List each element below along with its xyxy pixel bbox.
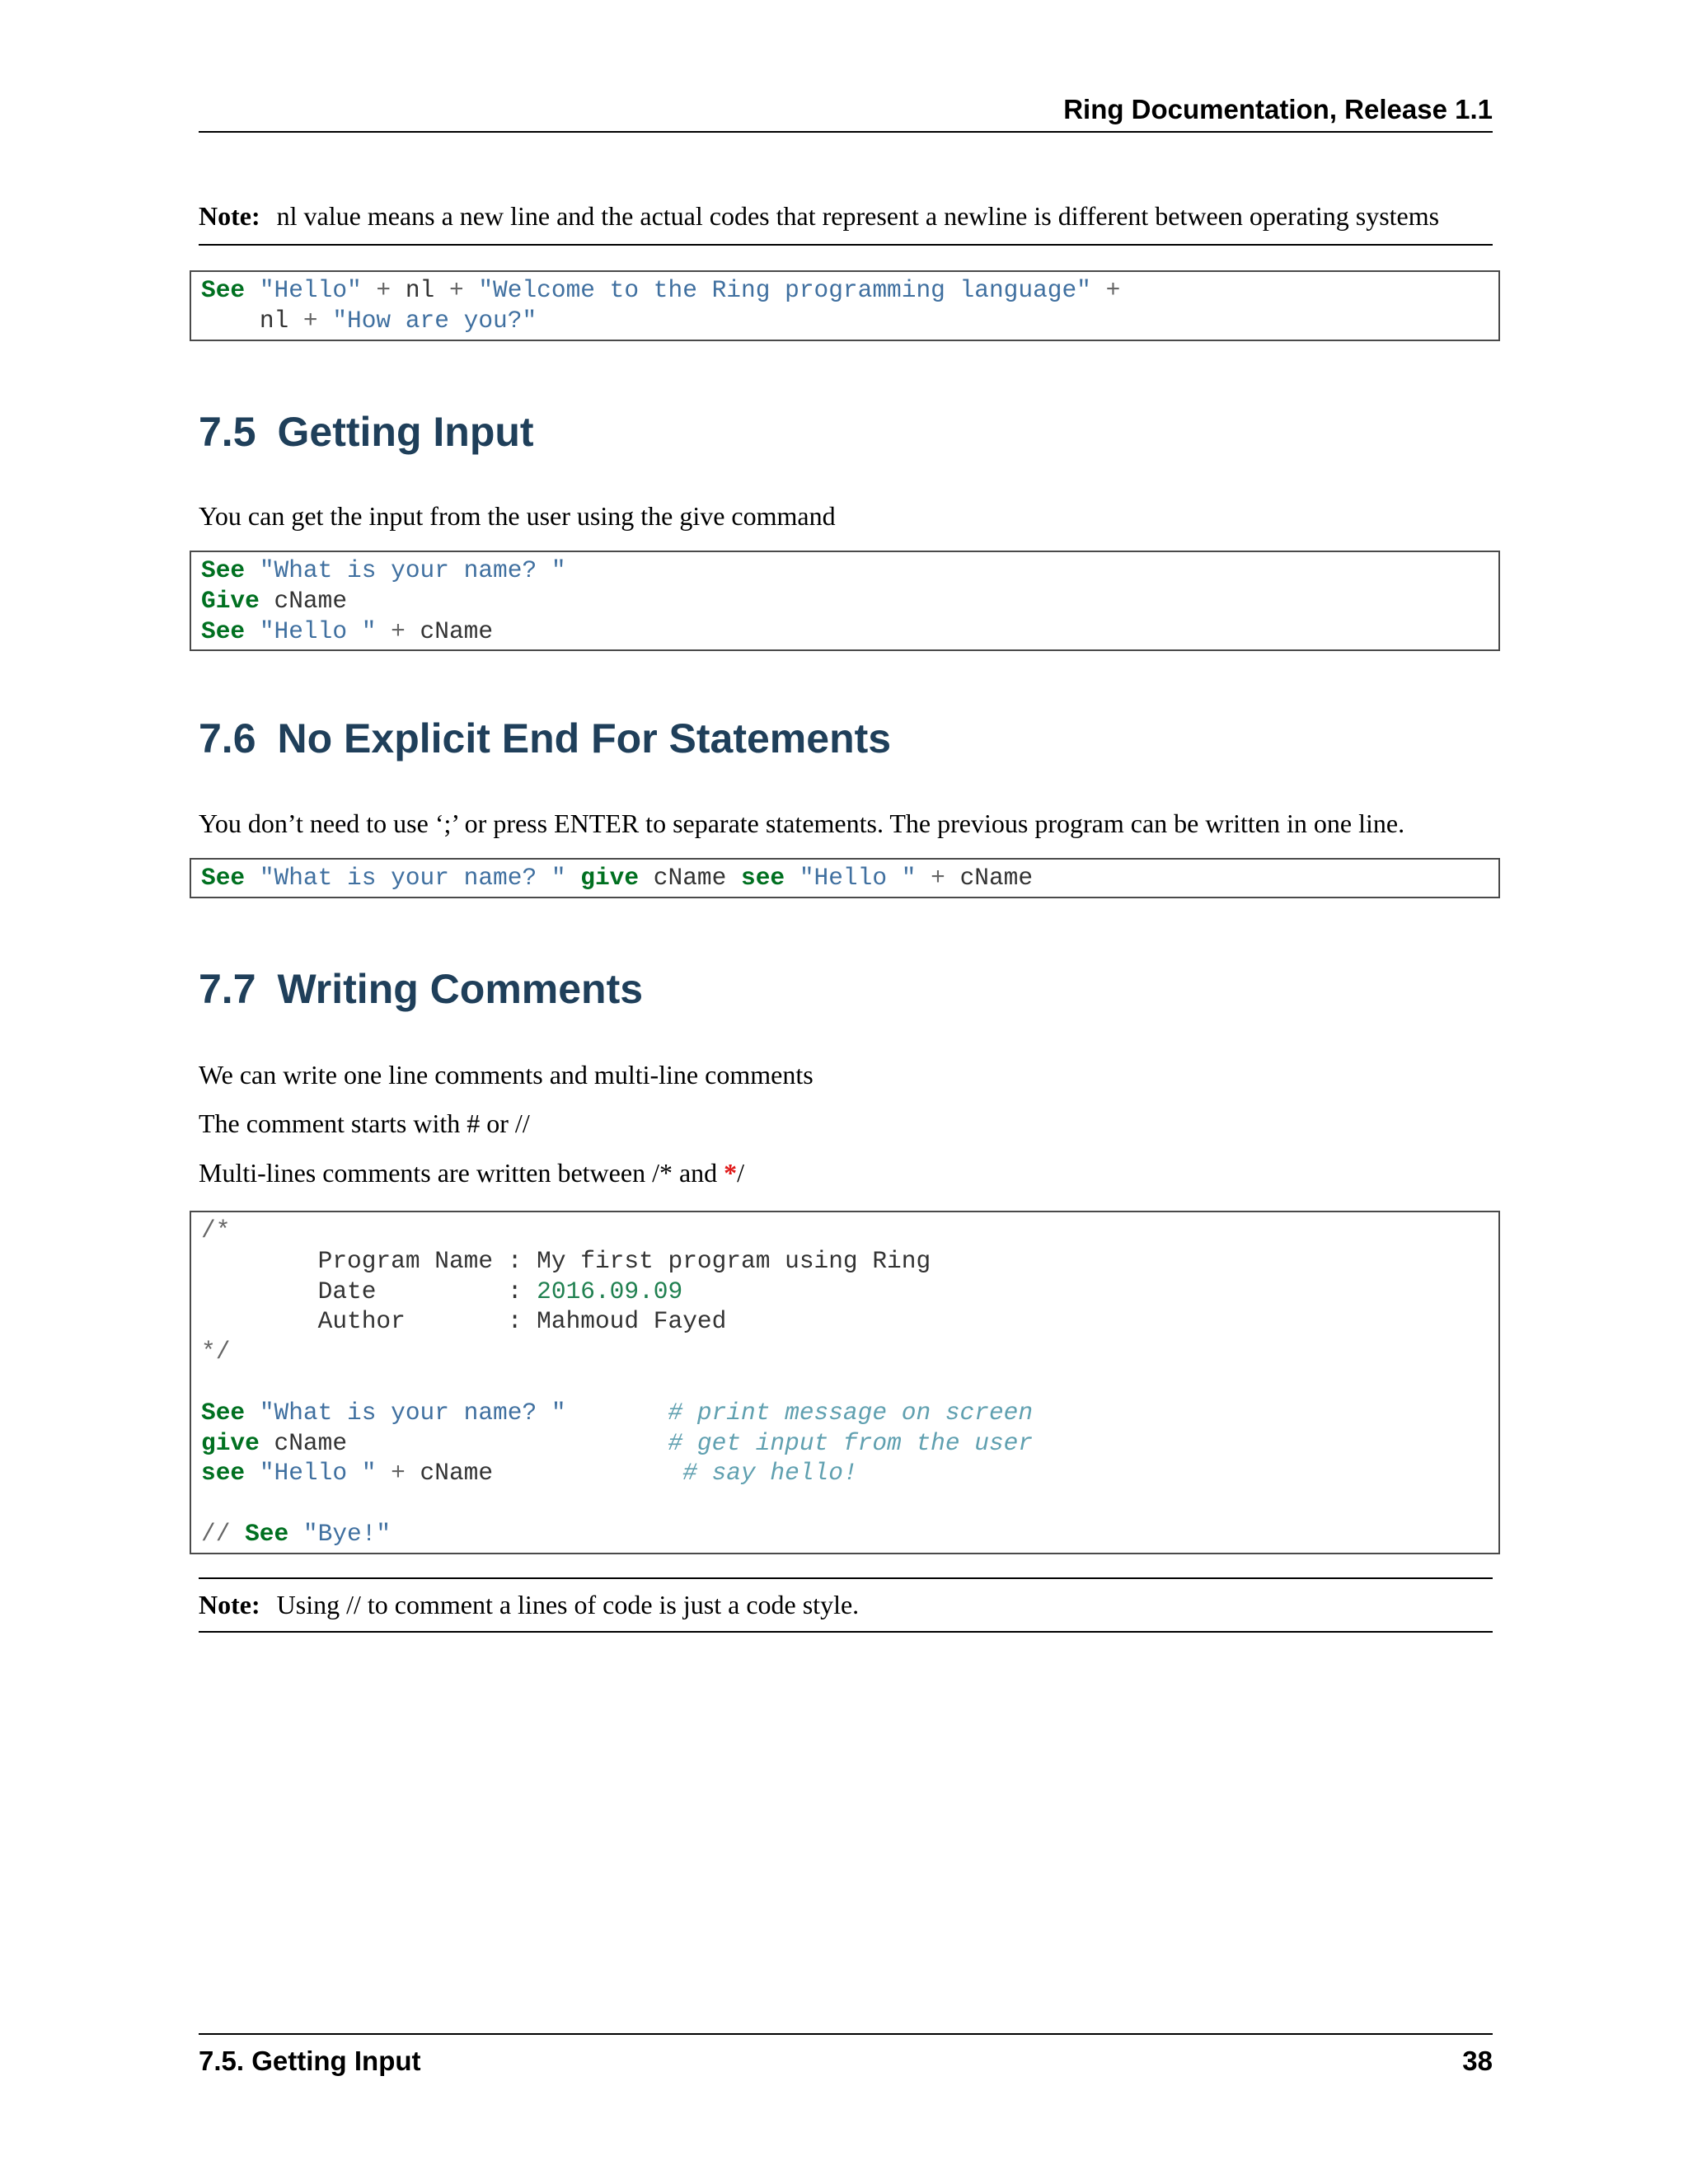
code-line: Author : Mahmoud Fayed: [201, 1307, 727, 1336]
note-rule: [199, 244, 1493, 246]
code-line: // See "Bye!": [201, 1519, 392, 1548]
paragraph: Multi-lines comments are written between /* and */: [199, 1158, 745, 1188]
code-line: /*: [201, 1216, 231, 1244]
code-line: See "What is your name? " give cName see "Hello " + cName: [201, 864, 1034, 892]
section-heading-7-5: 7.5 Getting Input: [199, 409, 534, 455]
code-line: see "Hello " + cName # say hello!: [201, 1459, 858, 1488]
paragraph: You can get the input from the user using the give command: [199, 501, 836, 531]
section-heading-7-6: 7.6 No Explicit End For Statements: [199, 715, 892, 762]
code-line: See "What is your name? " # print message on screen: [201, 1398, 1034, 1427]
note-text: nl value means a new line and the actual codes that represent a newline is different between operating systems: [276, 201, 1440, 231]
code-line: See "Hello " + cName: [201, 616, 494, 645]
code-block-comments: [190, 1211, 1500, 1554]
code-line: Give cName: [201, 586, 348, 615]
code-line: Program Name : My first program using Ring: [201, 1246, 931, 1275]
note-label: Note:: [199, 201, 260, 231]
note-nl: [199, 199, 1501, 232]
code-line: Date : 2016.09.09: [201, 1277, 683, 1305]
page-number: 38: [1462, 2046, 1493, 2076]
code-line-blank: [201, 1488, 1498, 1519]
running-header: Ring Documentation, Release 1.1: [199, 92, 1493, 133]
section-heading-7-7: 7.7 Writing Comments: [199, 966, 644, 1012]
code-line: nl + "How are you?": [259, 306, 537, 335]
code-line: give cName # get input from the user: [201, 1428, 1034, 1457]
running-footer: [199, 2033, 1493, 2076]
code-line-blank: [201, 1367, 1498, 1398]
code-block-one-line: [190, 858, 1500, 898]
note-label: Note:: [199, 1590, 260, 1619]
code-line: */: [201, 1338, 231, 1366]
note-rule: [199, 1631, 1493, 1633]
code-block-newline: [190, 270, 1500, 341]
note-code-style: [199, 1588, 1501, 1621]
note-text: Using // to comment a lines of code is just a code style.: [276, 1590, 860, 1619]
paragraph: The comment starts with # or //: [199, 1108, 530, 1138]
code-line: See "What is your name? ": [201, 556, 566, 584]
red-asterisk: *: [724, 1158, 738, 1188]
code-line: See "Hello" + nl + "Welcome to the Ring programming language" +: [201, 276, 1121, 304]
paragraph: You don’t need to use ‘;’ or press ENTER to separate statements. The previous program can be written in one line.: [199, 808, 1405, 838]
paragraph: We can write one line comments and multi-line comments: [199, 1060, 814, 1090]
note-rule: [199, 1577, 1493, 1579]
code-block-give: [190, 551, 1500, 651]
footer-section: 7.5. Getting Input: [199, 2046, 421, 2076]
